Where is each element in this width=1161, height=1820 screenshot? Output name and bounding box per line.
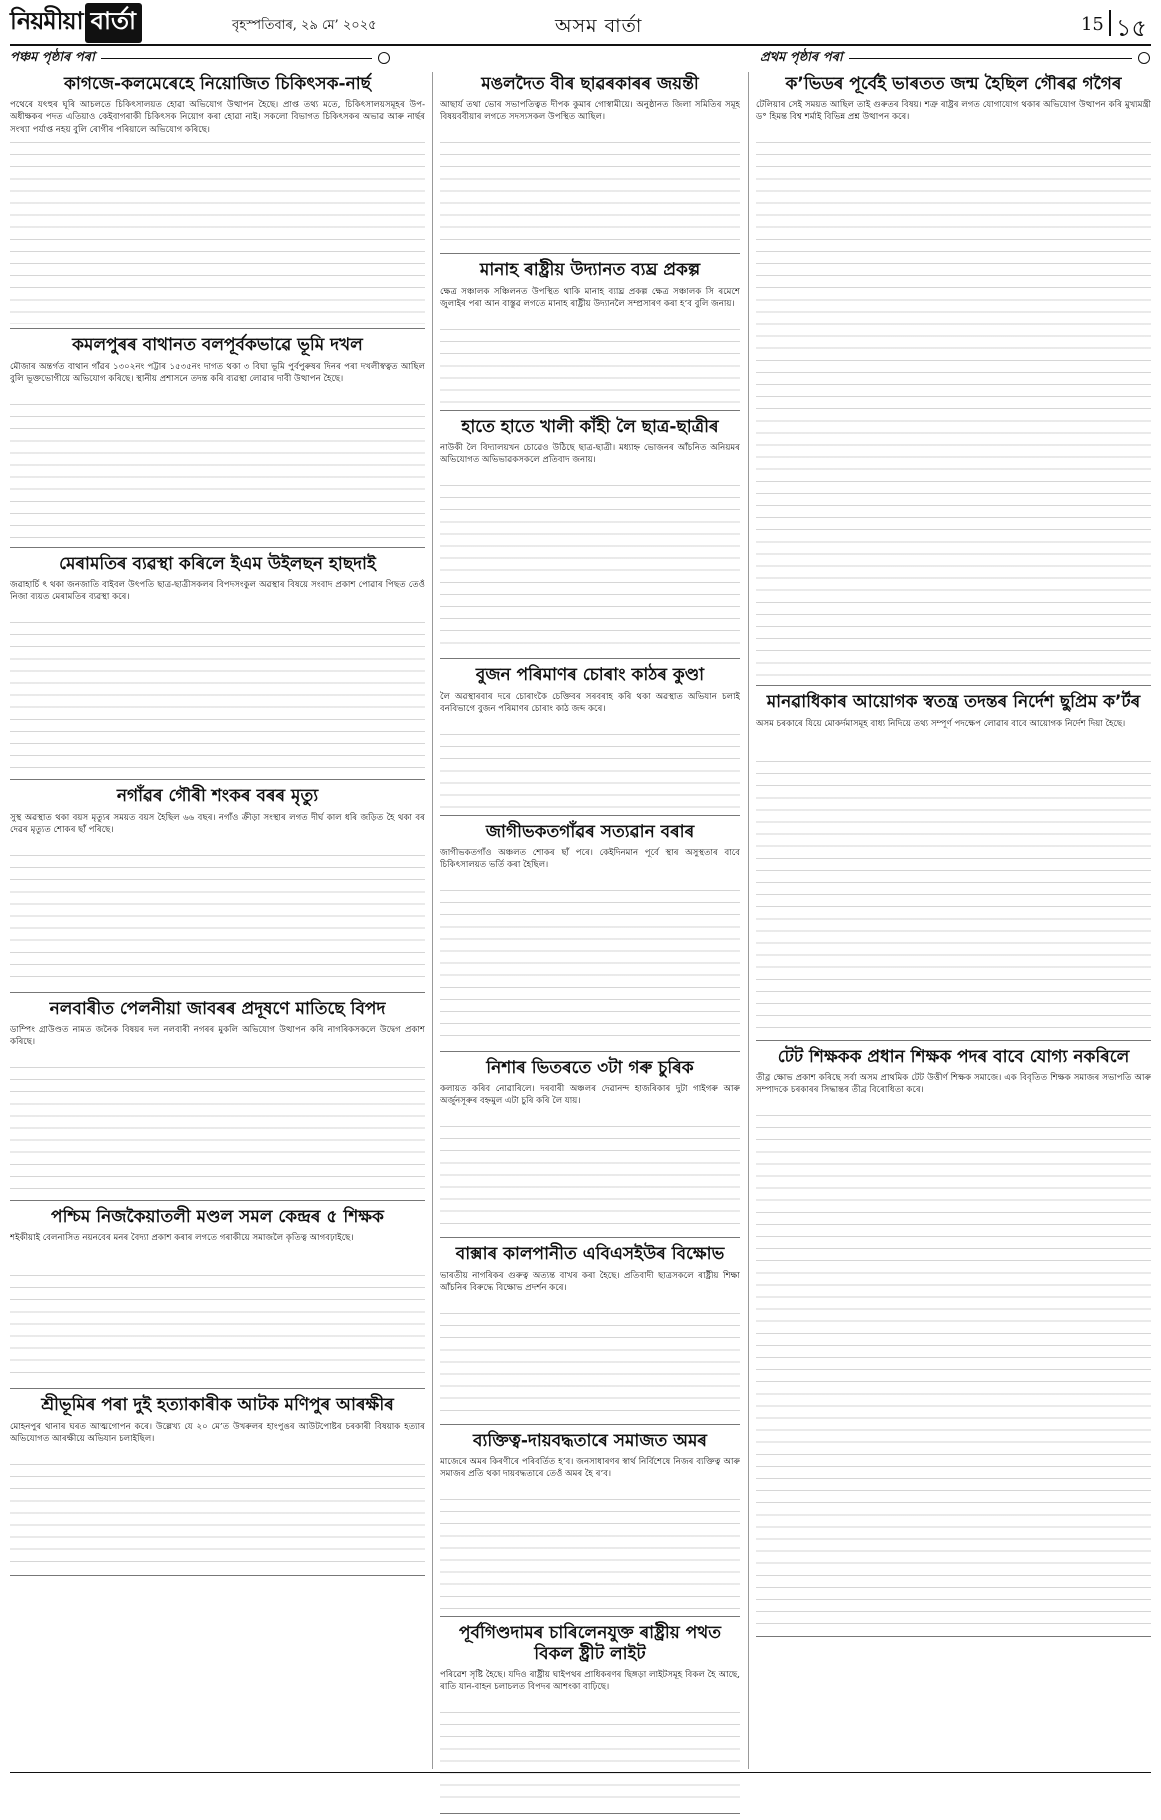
- article-body: [440, 1456, 740, 1612]
- article-headline: মানৱাধিকাৰ আয়োগক স্বতন্ত্ৰ তদন্তৰ নিৰ্দেশ ছুপ্ৰিম ক’ৰ্টৰ: [766, 692, 1141, 713]
- article-text: অসম চৰকাৰে যিয়ে মোকৰ্দমাসমূহ বাধ্য নিদিয়ে তথ্য সম্পূৰ্ণ পদক্ষেপ লোৱাৰ বাবে আয়োগক নিৰ্দেশ দিয়া হৈছে।: [756, 718, 1126, 729]
- article-headline: পশ্চিম নিজকৈয়াতলী মণ্ডল সমল কেন্দ্ৰৰ ৫ শিক্ষক: [51, 1206, 384, 1227]
- publication-date: বৃহস্পতিবাৰ, ২৯ মে’ ২০২৫: [232, 18, 377, 33]
- article-body: [440, 1669, 740, 1809]
- continued-banner-left: [10, 48, 390, 68]
- masthead: [10, 8, 1151, 42]
- banner-ornament-icon: [1138, 52, 1150, 64]
- article-separator: [10, 779, 425, 780]
- article-body: [440, 691, 740, 811]
- continued-banner-right: [760, 48, 1150, 68]
- article: [440, 1058, 740, 1238]
- text-continuation: [440, 324, 740, 406]
- footer-rule: [10, 1772, 1151, 1773]
- article-separator: [10, 992, 425, 993]
- article-text: শইকীয়াই বেলনাসিত নয়নবেৰ মনৰ বৈদ্যা প্ৰকাশ কৰাৰ লগতে গৰাকীয়ে সমাজলৈ কৃতিত্ব আগবঢ়াইছে।: [10, 1233, 354, 1244]
- article-headline: নিশাৰ ভিতৰতে ৩টা গৰু চুৰিক: [486, 1057, 694, 1078]
- article-headline: মেৰামতিৰ ব্যৱস্থা কৰিলে ইএম উইলছন হাছদাই: [59, 553, 376, 574]
- article-body: [10, 1232, 425, 1384]
- article-text: মোহনপুৰ থানাৰ ঘৰত আত্মগোপন কৰে। উল্লেখ্য যে ২০ মে’ত উখৰুলৰ হাংপুঙৰ আউটপোষ্টৰ চৰকাৰী বিষয়াক হত্যাৰ অভিযোগত আৰক্ষীয়ে অভিযান চলাইছিল।: [10, 1421, 425, 1444]
- article-body: [440, 99, 740, 249]
- article-separator: [440, 1051, 740, 1052]
- text-continuation: [440, 480, 740, 654]
- page-number-local: ১৫: [1115, 14, 1147, 42]
- article-body: [10, 1421, 425, 1571]
- article-headline: পূৰ্বগিণ্ডদামৰ চাৰিলেনযুক্ত ৰাষ্ট্ৰীয় পথত বিকল ষ্ট্ৰীট লাইট: [458, 1623, 722, 1664]
- article-headline: শ্ৰীভূমিৰ পৰা দুই হত্যাকাৰীক আটক মণিপুৰ আৰক্ষীৰ: [41, 1395, 394, 1416]
- article-separator: [440, 1813, 740, 1814]
- article: [10, 1207, 425, 1389]
- article-headline: নলবাৰীত পেলনীয়া জাবৰৰ প্ৰদূষণে মাতিছে বিপদ: [49, 998, 386, 1019]
- column-divider: [432, 72, 433, 1769]
- article-headline: ক’ভিডৰ পূৰ্বেই ভাৰতত জন্ম হৈছিল গৌৰৱ গগৈৰ: [785, 74, 1122, 94]
- article-headline: জাগীভকতগাঁৱৰ সত্যৱান বৰাৰ: [485, 821, 695, 842]
- article: [440, 1244, 740, 1424]
- article-headline: টেট শিক্ষকক প্ৰধান শিক্ষক পদৰ বাবে যোগ্য নকৰিলে: [777, 1046, 1130, 1067]
- article-separator: [10, 328, 425, 329]
- article-body: [440, 442, 740, 654]
- article: [10, 335, 425, 547]
- logo-part-2: বাৰ্তা: [85, 3, 142, 43]
- article: [440, 822, 740, 1052]
- article-text: ক্ষেত্ৰ সঞ্চালক সঞ্চিলনত উপস্থিত থাকি মানাহ ব্যাঘ্ৰ প্ৰকল্প ক্ষেত্ৰ সঞ্চালক সি ৰমেশে জুলাইৰ পৰা আন বাস্তুৱ লগতে মানাহ ৰাষ্ট্ৰীয় উদ্যানলৈ সম্প্ৰসাৰণ কৰা হ’ব বুলি জনায়।: [440, 286, 740, 309]
- article-text: কলায়ত কৰিব নোৱাৰিলে। দৰবাৰী অঞ্চলৰ দেৱানন্দ হাজৰিকাৰ দুটা গাইগৰু আৰু অৰ্জুনসূৰুৰ বহ্নমুল এটা চুৰি কৰি লৈ যায়।: [440, 1084, 740, 1107]
- article-body: [10, 1024, 425, 1196]
- text-continuation: [10, 617, 425, 775]
- text-continuation: [10, 1062, 425, 1196]
- article-separator: [440, 253, 740, 254]
- article-separator: [440, 1237, 740, 1238]
- text-continuation: [440, 1494, 740, 1612]
- article: [440, 74, 740, 254]
- newspaper-logo: [10, 8, 142, 38]
- banner-ornament-icon: [378, 52, 390, 64]
- text-continuation: [440, 1308, 740, 1420]
- article-headline: হাতে হাতে খালী কাঁহী লৈ ছাত্ৰ-ছাত্ৰীৰ: [461, 416, 719, 437]
- article-body: [440, 847, 740, 1047]
- article: [440, 1431, 740, 1617]
- article-text: টেলিয়াৰ সেই সময়ত আছিল তাই গুৰুতৰ বিষয়। শত্ৰু ৰাষ্ট্ৰৰ লগত যোগাযোগ থকাৰ অভিযোগ উত্থাপন কৰি মুখ্যমন্ত্ৰী ড° হিমন্ত বিশ্ব শৰ্মাই বিভিন্ন প্ৰশ্ন উত্থাপন কৰে।: [756, 100, 1151, 123]
- page-number-divider: [1109, 10, 1111, 36]
- article-headline: ব্যক্তিত্ব-দায়বদ্ধতাৰে সমাজত অমৰ: [473, 1430, 707, 1451]
- article-headline: বুজন পৰিমাণৰ চোৰাং কাঠৰ কুণ্ডা: [475, 665, 705, 686]
- banner-line: [101, 58, 372, 59]
- article: [756, 692, 1151, 1040]
- section-title: অসম বাৰ্তা: [555, 15, 643, 37]
- article: [440, 1623, 740, 1814]
- article-body: [10, 812, 425, 988]
- article-text: ডাম্পিং গ্ৰাউণ্ডত নামত জনৈক বিষয়ৰ দল নলবাৰী নগৰৰ মুকলি অভিযোগ উত্থাপন কৰি নাগৰিকসকলে উদ্বেগ প্ৰকাশ কৰিছে।: [10, 1024, 425, 1048]
- article-headline: বাক্সাৰ কালপানীত এবিএসইউৰ বিক্ষোভ: [455, 1244, 725, 1265]
- article-separator: [440, 1616, 740, 1617]
- article-body: [440, 1083, 740, 1233]
- logo-part-1: নিয়মীয়া: [10, 7, 83, 35]
- banner-line: [849, 58, 1132, 59]
- article-headline: মঙলদৈত বীৰ ছাৱৰকাৰৰ জয়ন্তী: [481, 74, 699, 94]
- article-body: [756, 99, 1151, 681]
- article-headline: কাগজে-কলমেৰেহে নিয়োজিত চিকিৎসক-নাৰ্ছ: [64, 74, 371, 94]
- article-separator: [440, 410, 740, 411]
- text-continuation: [756, 1110, 1151, 1632]
- text-continuation: [756, 756, 1151, 1036]
- column-right: [756, 72, 1151, 1643]
- article: [10, 554, 425, 780]
- article-separator: [440, 815, 740, 816]
- article: [756, 74, 1151, 686]
- article-text: সুস্থ অৱস্থাত থকা বয়স মৃত্যুৰ সময়ত বয়স হৈছিল ৬৬ বছৰ। নগাঁও ক্ৰীড়া সংস্থাৰ লগত দীৰ্ঘ কাল ধৰি জড়িত হৈ থকা বৰ দেৱৰ মৃত্যুত শোকৰ ছাঁ পৰিছে।: [10, 812, 425, 835]
- article-separator: [756, 685, 1151, 686]
- article-body: [10, 361, 425, 543]
- article-text: তীৱ্ৰ ক্ষোভ প্ৰকাশ কৰিছে সৰ্বা অসম প্ৰাথমিক টেট উত্তীৰ্ণ শিক্ষক সমাজে। এক বিবৃতিত শিক্ষক সমাজৰ সভাপতি আৰু সম্পাদকে চৰকাৰৰ সিদ্ধান্তৰ তীব্ৰ বিৰোধিতা কৰে।: [756, 1073, 1151, 1096]
- article-text: আছাৰ্য তথা ভোৰ সভাপতিত্বত দীপক কুমাৰ গোস্বামীয়ে। অনুষ্ঠানত জিলা সমিতিৰ সমূহ বিষয়ববীয়াৰ লগতে সদস্যসকল উপস্থিত আছিল।: [440, 100, 740, 123]
- column-divider: [748, 72, 749, 1769]
- article: [10, 1395, 425, 1575]
- header-rule: [10, 44, 1151, 46]
- article-headline: মানাহ ৰাষ্ট্ৰীয় উদ্যানত ব্যঘ্ৰ প্ৰকল্প: [479, 260, 701, 281]
- article-body: [10, 99, 425, 324]
- text-continuation: [10, 1270, 425, 1384]
- article-separator: [10, 547, 425, 548]
- article-text: জৱাহাৰ্চি ৎ থকা জনজাতি বাইবল উৎপতি ছাত্ৰ-ছাত্ৰীসকলৰ বিপদসংকুল অৱস্থাৰ বিষয়ে সংবাদ প্ৰকাশ পোৱাৰ পিছত তেওঁ নিজা ব্যয়ত মেৰামতিৰ ব্যৱস্থা কৰে।: [10, 580, 425, 603]
- article-text: পৰিৱেশ সৃষ্টি হৈছে। যদিও ৰাষ্ট্ৰীয় ঘাইপথৰ প্ৰাধিকৰণৰ ছিঙ্গড়া লাইটসমূহ বিকল হৈ আছে, ৰাতি যান-বাহন চলাচলত বিপদৰ আশংকা বাঢ়িছে।: [440, 1669, 740, 1692]
- article: [10, 74, 425, 329]
- article: [440, 260, 740, 410]
- article-text: জাগীভকতগাঁও অঞ্চলত শোকৰ ছাঁ পৰে। কেইদিনমান পূৰ্বে স্থাৰ অসুস্থতাৰ বাবে চিকিৎসালয়ত ভৰ্তি কৰা হৈছিল।: [440, 847, 740, 871]
- article-separator: [10, 1388, 425, 1389]
- article-separator: [756, 1040, 1151, 1041]
- article: [756, 1047, 1151, 1637]
- text-continuation: [756, 137, 1151, 681]
- article-separator: [10, 1200, 425, 1201]
- article-text: নাউকী লৈ বিদ্যালয়খন চোৱেও উঠিছে ছাত্ৰ-ছাত্ৰী। মধ্যাহ্ন ভোজনৰ আঁচনিত অনিয়মৰ অভিযোগত অভিভাৱকসকলে প্ৰতিবাদ জনায়।: [440, 443, 740, 466]
- article-text: মাজেৰে অমৰ কিৰণীৰে পৰিবৰ্তিত হ’ব। জনসাধাৰণৰ স্বাৰ্থ নিৰ্বিশেষে নিজৰ ব্যক্তিত্ব আৰু সমাজৰ প্ৰতি থকা দায়বদ্ধতাৰে তেওঁ অমৰ হৈ ৰ’ব।: [440, 1457, 740, 1480]
- article-text: মৌজাৰ অন্তৰ্গত বাথান গাঁৱৰ ১৩০২নং পট্টাৰ ১৫৩৫নং দাগত থকা ৩ বিঘা ভূমি পুৰ্বপুৰুষৰ দিনৰ পৰা দখলীস্বত্বত আছিল বুলি ভূক্তভোগীয়ে অভিযোগ কৰিছে। স্থানীয় প্ৰশাসনে তদন্ত কৰি ব্যৱস্থা লোৱাৰ দাবী উত্থাপন হৈছে।: [10, 361, 425, 384]
- text-continuation: [440, 137, 740, 249]
- article-text: লৈ অৱস্থাৰবাৰ দৰে চোৰাংকৈ চেক্তিবৰ সৰবৰাহ কৰি থকা অৱস্থাত অভিযান চলাই বনবিভাগে বুজন পৰিমাণৰ চোৰাং কাঠ জব্দ কৰে।: [440, 691, 740, 714]
- article: [10, 999, 425, 1201]
- text-continuation: [10, 399, 425, 543]
- article-text: পথেৰে যৎহুৰ ঘূৰি আচলতে চিকিৎসালয়ত হোৱা অভিযোগ উত্থাপন হৈছে। প্ৰাপ্ত তথ্য মতে, চিকিৎসালয়সমূহৰ উপ-অধীক্ষকৰ পদত এতিয়াও কেইবাগৰাকী চিকিৎসক নিয়োগ কৰা হোৱা নাই। সকলো বিভাগত চিকিৎসকৰ অভাৱ আৰু নাৰ্ছৰ সংখ্যা পৰ্যাপ্ত নহয় বুলি ৰোগীৰ পৰিয়ালে অভিযোগ কৰিছে।: [10, 100, 425, 135]
- text-continuation: [440, 1121, 740, 1233]
- text-continuation: [440, 885, 740, 1047]
- article: [440, 665, 740, 815]
- page-number-latin: 15: [1080, 14, 1104, 35]
- article-separator: [440, 1424, 740, 1425]
- text-continuation: [440, 729, 740, 811]
- column-left: [10, 72, 425, 1582]
- article-headline: কমলপুৰৰ বাথানত বলপূৰ্বকভাৱে ভূমি দখল: [72, 335, 363, 356]
- article-headline: নগাঁৱৰ গৌৰী শংকৰ বৰৰ মৃত্যু: [116, 786, 319, 807]
- article-body: [440, 286, 740, 406]
- text-continuation: [10, 137, 425, 324]
- text-continuation: [10, 1459, 425, 1571]
- article-body: [756, 1072, 1151, 1632]
- article-separator: [756, 1636, 1151, 1637]
- continued-label-left: পঞ্চম পৃষ্ঠাৰ পৰা: [10, 49, 95, 65]
- text-continuation: [440, 1707, 740, 1809]
- article-separator: [10, 1575, 425, 1576]
- column-middle: [440, 72, 740, 1820]
- article-separator: [440, 658, 740, 659]
- article: [440, 417, 740, 659]
- text-continuation: [10, 850, 425, 988]
- continued-label-right: প্ৰথম পৃষ্ঠাৰ পৰা: [760, 49, 843, 65]
- article: [10, 786, 425, 992]
- article-body: [756, 718, 1151, 1036]
- article-text: ভাৰতীয় নাগৰিকৰ গুৰুত্ব অত্যন্ত বাখৰ কৰা হৈছে। প্ৰতিবাদী ছাত্ৰসকলে ৰাষ্ট্ৰীয় শিক্ষা আঁচনিৰ বিৰুদ্ধে বিক্ষোভ প্ৰদৰ্শন কৰে।: [440, 1270, 740, 1293]
- article-body: [440, 1270, 740, 1420]
- article-body: [10, 579, 425, 775]
